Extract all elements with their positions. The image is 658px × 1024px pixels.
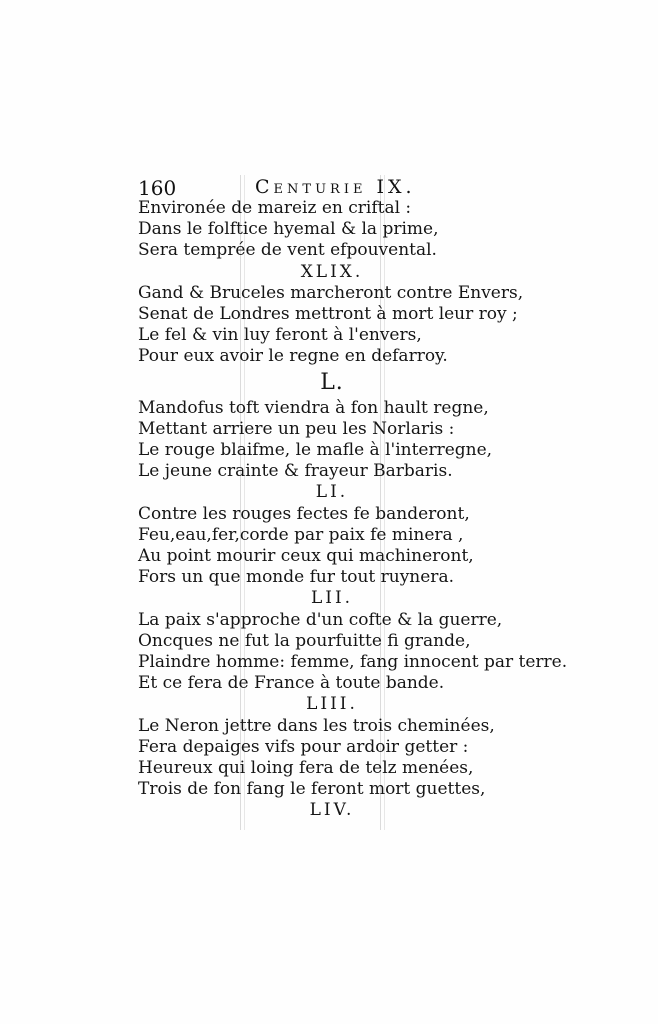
- verse-line: Dans le folftice hyemal & la prime,: [138, 219, 439, 240]
- verse-line: Plaindre homme: femme, fang innocent par terre.: [138, 652, 568, 673]
- verse-line: Le jeune crainte & frayeur Barbaris.: [138, 461, 453, 482]
- verse-line: Gand & Bruceles marcheront contre Envers,: [138, 282, 524, 303]
- quatrain: [138, 588, 568, 694]
- verse-line: La paix s'approche d'un cofte & la guerre,: [138, 609, 503, 630]
- quatrain: [138, 262, 528, 368]
- verse-line: Au point mourir ceux qui machineront,: [138, 546, 474, 567]
- page-number: 160: [138, 176, 177, 200]
- verse-line: Fors un que monde fur tout ruynera.: [138, 567, 454, 588]
- quatrain: [138, 198, 528, 262]
- verse-line: Et ce fera de France à toute bande.: [138, 673, 445, 694]
- quatrain-numeral: LII.: [310, 588, 354, 609]
- verse-line: Trois de fon fang le feront mort guettes,: [138, 779, 486, 800]
- verse-line: Le Neron jettre dans les trois cheminées,: [138, 715, 495, 736]
- quatrain-numeral: LIII.: [306, 694, 358, 715]
- verse-line: Environée de mareiz en criftal :: [138, 198, 412, 218]
- quatrain: [138, 482, 528, 588]
- verse-text: [138, 198, 568, 822]
- quatrain: [138, 800, 528, 821]
- verse-line: Heureux qui loing fera de telz menées,: [138, 758, 474, 779]
- verse-line: Feu,eau,fer,corde par paix fe minera ,: [138, 524, 464, 545]
- quatrain-numeral: XLIX.: [300, 261, 364, 282]
- verse-line: Senat de Londres mettront à mort leur roy ;: [138, 304, 518, 325]
- verse-line: Pour eux avoir le regne en defarroy.: [138, 346, 448, 367]
- verse-line: Sera temprée de vent efpouvental.: [138, 240, 437, 261]
- verse-line: Contre les rouges fectes fe banderont,: [138, 503, 470, 524]
- verse-line: Fera depaiges vifs pour ardoir getter :: [138, 736, 469, 757]
- quatrain: [138, 694, 528, 800]
- verse-line: Mandofus toft viendra à fon hault regne,: [138, 397, 489, 418]
- quatrain-numeral: LI.: [315, 482, 349, 503]
- verse-line: Oncques ne fut la pourfuitte fi grande,: [138, 630, 471, 651]
- verse-line: Le fel & vin luy feront à l'envers,: [138, 325, 422, 346]
- quatrain-numeral: LIV.: [309, 800, 355, 821]
- quatrain: [138, 368, 528, 483]
- running-title: Centurie IX.: [255, 176, 416, 198]
- quatrain-numeral: L.: [320, 369, 344, 395]
- verse-line: Mettant arriere un peu les Norlaris :: [138, 418, 455, 439]
- verse-line: Le rouge blaifme, le mafle à l'interregne,: [138, 440, 493, 461]
